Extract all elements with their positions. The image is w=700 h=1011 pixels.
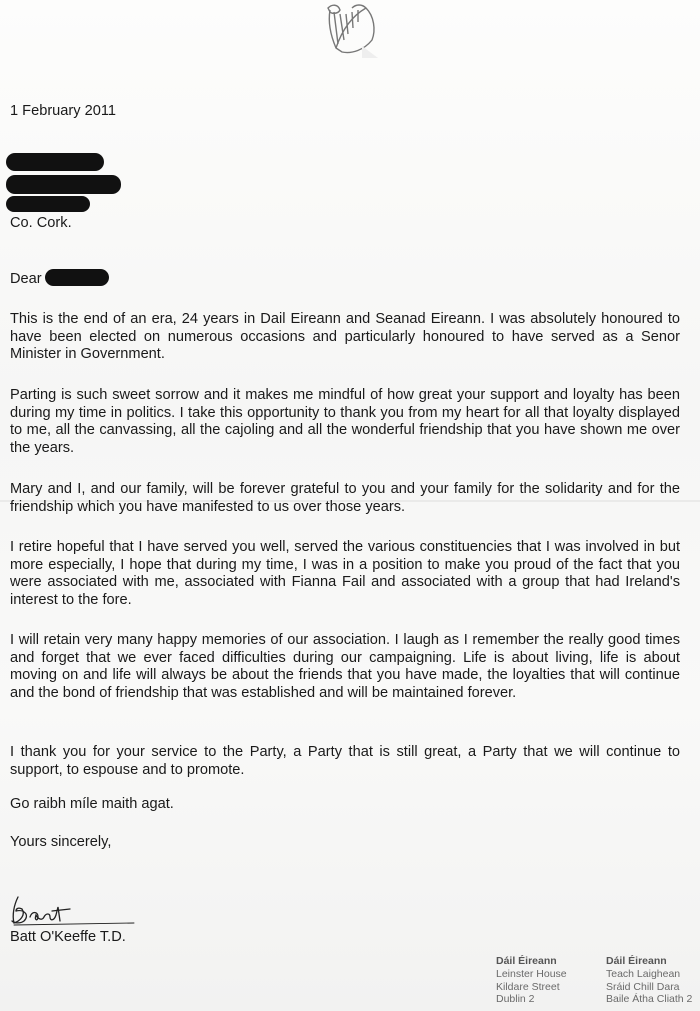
paragraph: Mary and I, and our family, will be forever grateful to you and your family for the solidarity and for the friendship which you have manifested to us over those years. [10,481,680,515]
closing: Yours sincerely, [10,834,112,850]
redaction-bar [6,153,104,171]
address-irish [606,955,692,1006]
signatory-name: Batt O'Keeffe T.D. [10,929,126,945]
address-line: Teach Laighean [606,967,681,980]
closing-irish: Go raibh míle maith agat. [10,796,174,812]
address-line: Sráid Chill Dara [606,980,680,993]
paragraph: This is the end of an era, 24 years in Dail Eireann and Seanad Eireann. I was absolutely honoured to have been elected on numerous occasions and particularly honoured to have served as a Senor Minister in Government. [10,311,680,362]
redaction-bar [6,175,121,194]
redaction-bar [45,269,109,286]
address-line: Dublin 2 [496,993,535,1006]
address-line: Leinster House [496,967,567,980]
paragraph: I will retain very many happy memories of our association. I laugh as I remember the really good times and forget that we ever faced difficulties during our campaigning. Life is about living, life is about moving on and life will always be about the friends that you have made, the loyalties that will continue and the bond of friendship that was established and will be maintained forever. [10,632,680,701]
address-english [496,955,567,1006]
handwritten-signature [8,893,138,929]
address-line: Kildare Street [496,980,560,993]
address-heading: Dáil Éireann [496,955,557,967]
letter-date: 1 February 2011 [10,103,117,119]
salutation-text: Dear [10,271,42,287]
recipient-county: Co. Cork. [10,215,72,231]
harp-crest-icon [322,0,380,58]
paragraph: I retire hopeful that I have served you well, served the various constituencies that I was involved in but more especially, I hope that during my time, I was in a position to make you proud of the fact that you were associated with me, associated with Fianna Fail and associated with a group that had Ireland's interest to the fore. [10,539,680,608]
paragraph: I thank you for your service to the Party, a Party that is still great, a Party that we will continue to support, to espouse and to promote. [10,744,680,778]
address-line: Baile Átha Cliath 2 [606,993,693,1006]
paragraph: Parting is such sweet sorrow and it makes me mindful of how great your support and loyalty has been during my time in politics. I take this opportunity to thank you from my heart for all that loyalty displayed to me, all the canvassing, all the cajoling and all the wonderful friendship that you have shown me over the years. [10,387,680,456]
address-heading: Dáil Éireann [606,955,667,967]
salutation [10,271,42,289]
redaction-bar [6,196,90,212]
